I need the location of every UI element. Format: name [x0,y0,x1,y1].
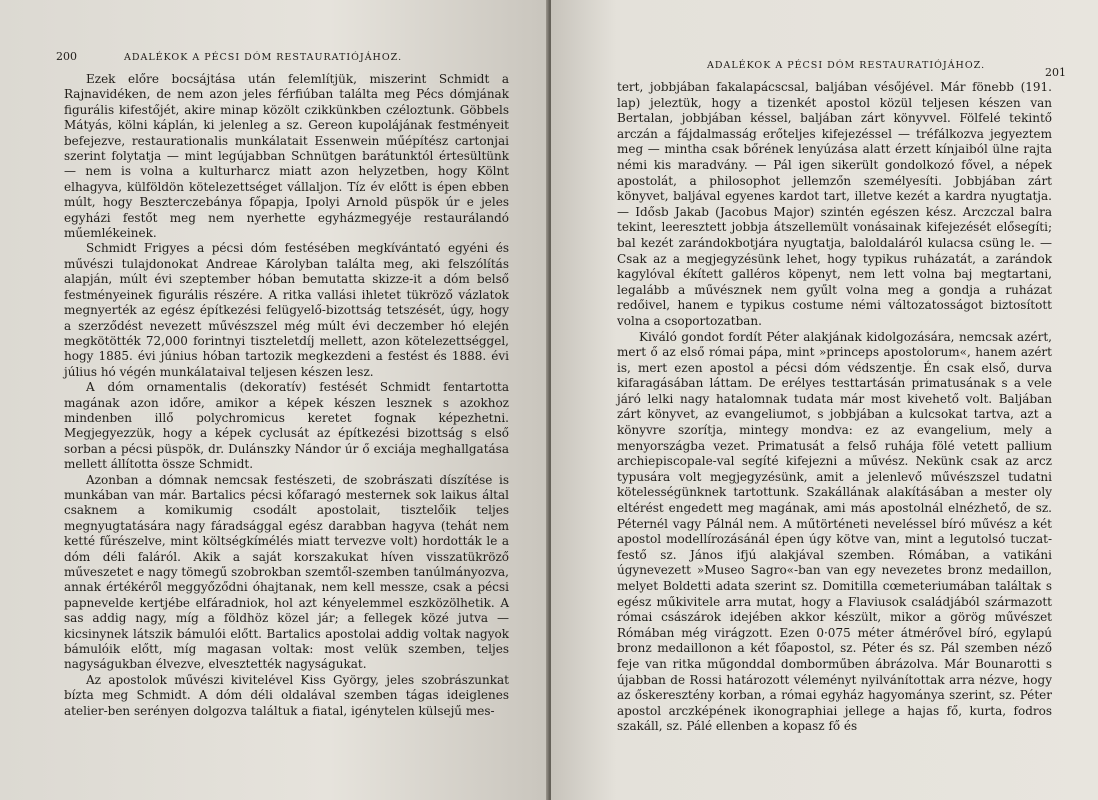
paragraph: Schmidt Frigyes a pécsi dóm festésében megkívántató egyéni és művészi tulajdonokat Andreae Károlyban találta meg, aki felszólítás alapján, múlt évi szeptember hóban bemutatta skizze-it a dóm belső festményeinek figurális részére. A ritka vallási ihletet tükröző vázlatok megnyerték az egész építkezési felügyelő-bizottság tetszését, úgy, hogy a szerződést nevezett művészszel még múlt évi deczember hó elején megkötötték 72,000 forintnyi tiszteletdíj mellett, azon kötelezettséggel, hogy 1885. évi június hóban tartozik megkezdeni a festést és 1888. évi július hó végén munkálataival teljesen készen lesz. [64,241,509,379]
paragraph: tert, jobbjában fakalapácscsal, baljában vésőjével. Már fönebb (191. lap) jeleztük, hogy a tizenkét apostol közül teljesen készen van Bertalan, jobbjában késsel, baljában zárt könyvvel. Fölfelé tekintő arczán a fájdalmasság erőteljes kifejezéssel — tréfálkozva jegyeztem meg — mintha csak bőrének lenyúzása alatt érzett kínjaiból ülne rajta némi kis maradvány. — Pál igen sikerült gondolkozó fővel, a népek apostolát, a philosophot jellemzőn személyesíti. Jobbjában zárt könyvet, baljával egyenes kardot tart, illetve kezét a kardra nyugtatja. — Idősb Jakab (Jacobus Major) szintén egészen kész. Arczczal balra tekint, leeresztett jobbja átszellemült vonásainak kifejezését elősegíti; bal kezét zarándokbotjára nyugtatja, baloldaláról kulacsa csüng le. — Csak az a megjegyzésünk lehet, hogy typikus ruházatát, a zarándok kagylóval ékített galléros köpenyt, nem lett volna baj megtartani, legalább a művésznek nem gyűlt volna meg a gondja a ruházat redőivel, hanem e typikus costume némi változatosságot biztosított volna a csoportozatban. [617,80,1052,328]
left-page-number: 200 [56,50,77,63]
paragraph: Az apostolok művészi kivitelével Kiss György, jeles szobrászunkat bízta meg Schmidt. A dóm déli oldalával szemben tágas ideiglenes atelier-ben serényen dolgozva találtuk a fiatal, igénytelen külsejű mes- [64,672,509,718]
left-page-header [56,48,509,72]
paragraph: Ezek előre bocsájtása után felemlítjük, miszerint Schmidt a Rajnavidéken, de nem azon jeles férfiúban találta meg Pécs dómjának figurális kifestőjét, akire minap közölt czikkünkben czéloztunk. Göbbels Mátyás, kölni káplán, ki jelenleg a sz. Gereon kupolájának festményeit befejezve, restaurationalis munkálatait Essenwein műépítész cartonjai szerint folytatja — mint legújabban Schnütgen barátunktól értesültünk — nem is volna a kulturharcz miatt azon helyzetben, hogy Kölnt elhagyva, külföldön kötelezettséget vállaljon. Tíz év előtt is épen ebben múlt, hogy Beszterczebánya főpapja, Ipolyi Arnold püspök úr e jeles egyházi festőt meg nem nyerhette egyházmegyéje restaurálandó műemlékeinek. [64,72,509,241]
paragraph: A dóm ornamentalis (dekoratív) festését Schmidt fentartotta magának azon időre, amikor a képek készen lesznek s azokhoz mindenben illő polychromicus keretet fognak képezhetni. Megjegyezzük, hogy a képek cyclusát az építkezési bizottság s első sorban a pécsi püspök, dr. Dulánszky Nándor úr ő exciája meghallgatása mellett állította össze Schmidt. [64,380,509,472]
right-running-title: ADALÉKOK A PÉCSI DÓM RESTAURATIÓJÁHOZ. [707,60,986,71]
left-running-title: ADALÉKOK A PÉCSI DÓM RESTAURATIÓJÁHOZ. [124,52,403,63]
paragraph: Kiváló gondot fordít Péter alakjának kidolgozására, nemcsak azért, mert ő az első római pápa, mint »princeps apostolorum«, hanem azért is, mert ezen apostol a pécsi dóm védszentje. Én csak első, durva kifaragásában láttam. De erélyes testtartásán primatusának s a vele járó lelki nagy hatalomnak tudata már most kivehető volt. Baljában zárt könyvet, az evangeliumot, s jobbjában a kulcsokat tartva, azt a könyvre szorítja, mintegy mondva: ez az evangelium, mely a menyországba vezet. Primatusát a felső ruhája fölé vetett pallium archiepiscopale-val segíté kifejezni a művész. Nekünk csak az arcz typusára volt megjegyzésünk, amit a jelenlevő művészszel tudatni kötelességünknek tartottunk. Szakállának alakításában a mester oly eltérést engedett meg magának, ami más apostolnál elnézhető, de sz. Péternél vagy Pálnál nem. A műtörténeti neveléssel bíró művész a két apostol modellírozásánál épen úgy kötve van, mint a legutolsó tuczat-festő sz. János ifjú alakjával szemben. Rómában, a vatikáni úgynevezett »Museo Sagro«-ban van egy nevezetes bronz medaillon, melyet Boldetti adata szerint sz. Domitilla cœmeteriumában találtak s egész műkivitele arra mutat, hogy a Flaviusok családjából származott római császárok idejében akkor készült, mikor a görög művészet Rómában még virágzott. Ezen 0·075 méter átmérővel bíró, egylapú bronz medaillonon a két főapostol, sz. Péter és sz. Pál szemben néző feje van ritka műgonddal domborműben ábrázolva. Már Bounarotti s újabban de Rossi határozott véleményt nyilvánítottak arra nézve, hogy az őskeresztény korban, a római egyház hagyománya szerint, sz. Péter apostol arczképének ikonographiai jellege a hajas fő, kurta, fodros szakáll, sz. Pálé ellenben a kopasz fő és [617,329,1052,734]
right-page-body [617,80,1052,735]
right-page-number: 201 [1045,66,1066,79]
right-page [551,0,1098,800]
right-page-header [617,56,1066,80]
left-page-body [64,72,509,719]
paragraph: Azonban a dómnak nemcsak festészeti, de szobrászati díszítése is munkában van már. Bartalics pécsi kőfaragó mesternek sok laikus által csaknem a komikumig csodált apostolait, tisztelőik teljes megnyugtatására nagy fáradsággal egész darabban hagyva (tehát nem ketté fűrészelve, mint költségkímélés miatt tervezve volt) hordották le a dóm déli faláról. Akik a saját korszakukat híven visszatükröző műveszetet e nagy tömegű szobrokban szemtől-szemben tanúlmányozva, annak értékéről meggyőződni óhajtanak, nem kell messze, csak a pécsi papnevelde kertjébe elfáradniok, hol azt kényelemmel eszközölhetik. A sas addig nagy, míg a földhöz közel jár; a fellegek közé jutva — kicsinynek látszik bámulói előtt. Bartalics apostolai addig voltak nagyok bámulóik előtt, míg magasan voltak: most velük szemben, teljes nagyságukban élvezve, elvesztették nagyságukat. [64,472,509,672]
